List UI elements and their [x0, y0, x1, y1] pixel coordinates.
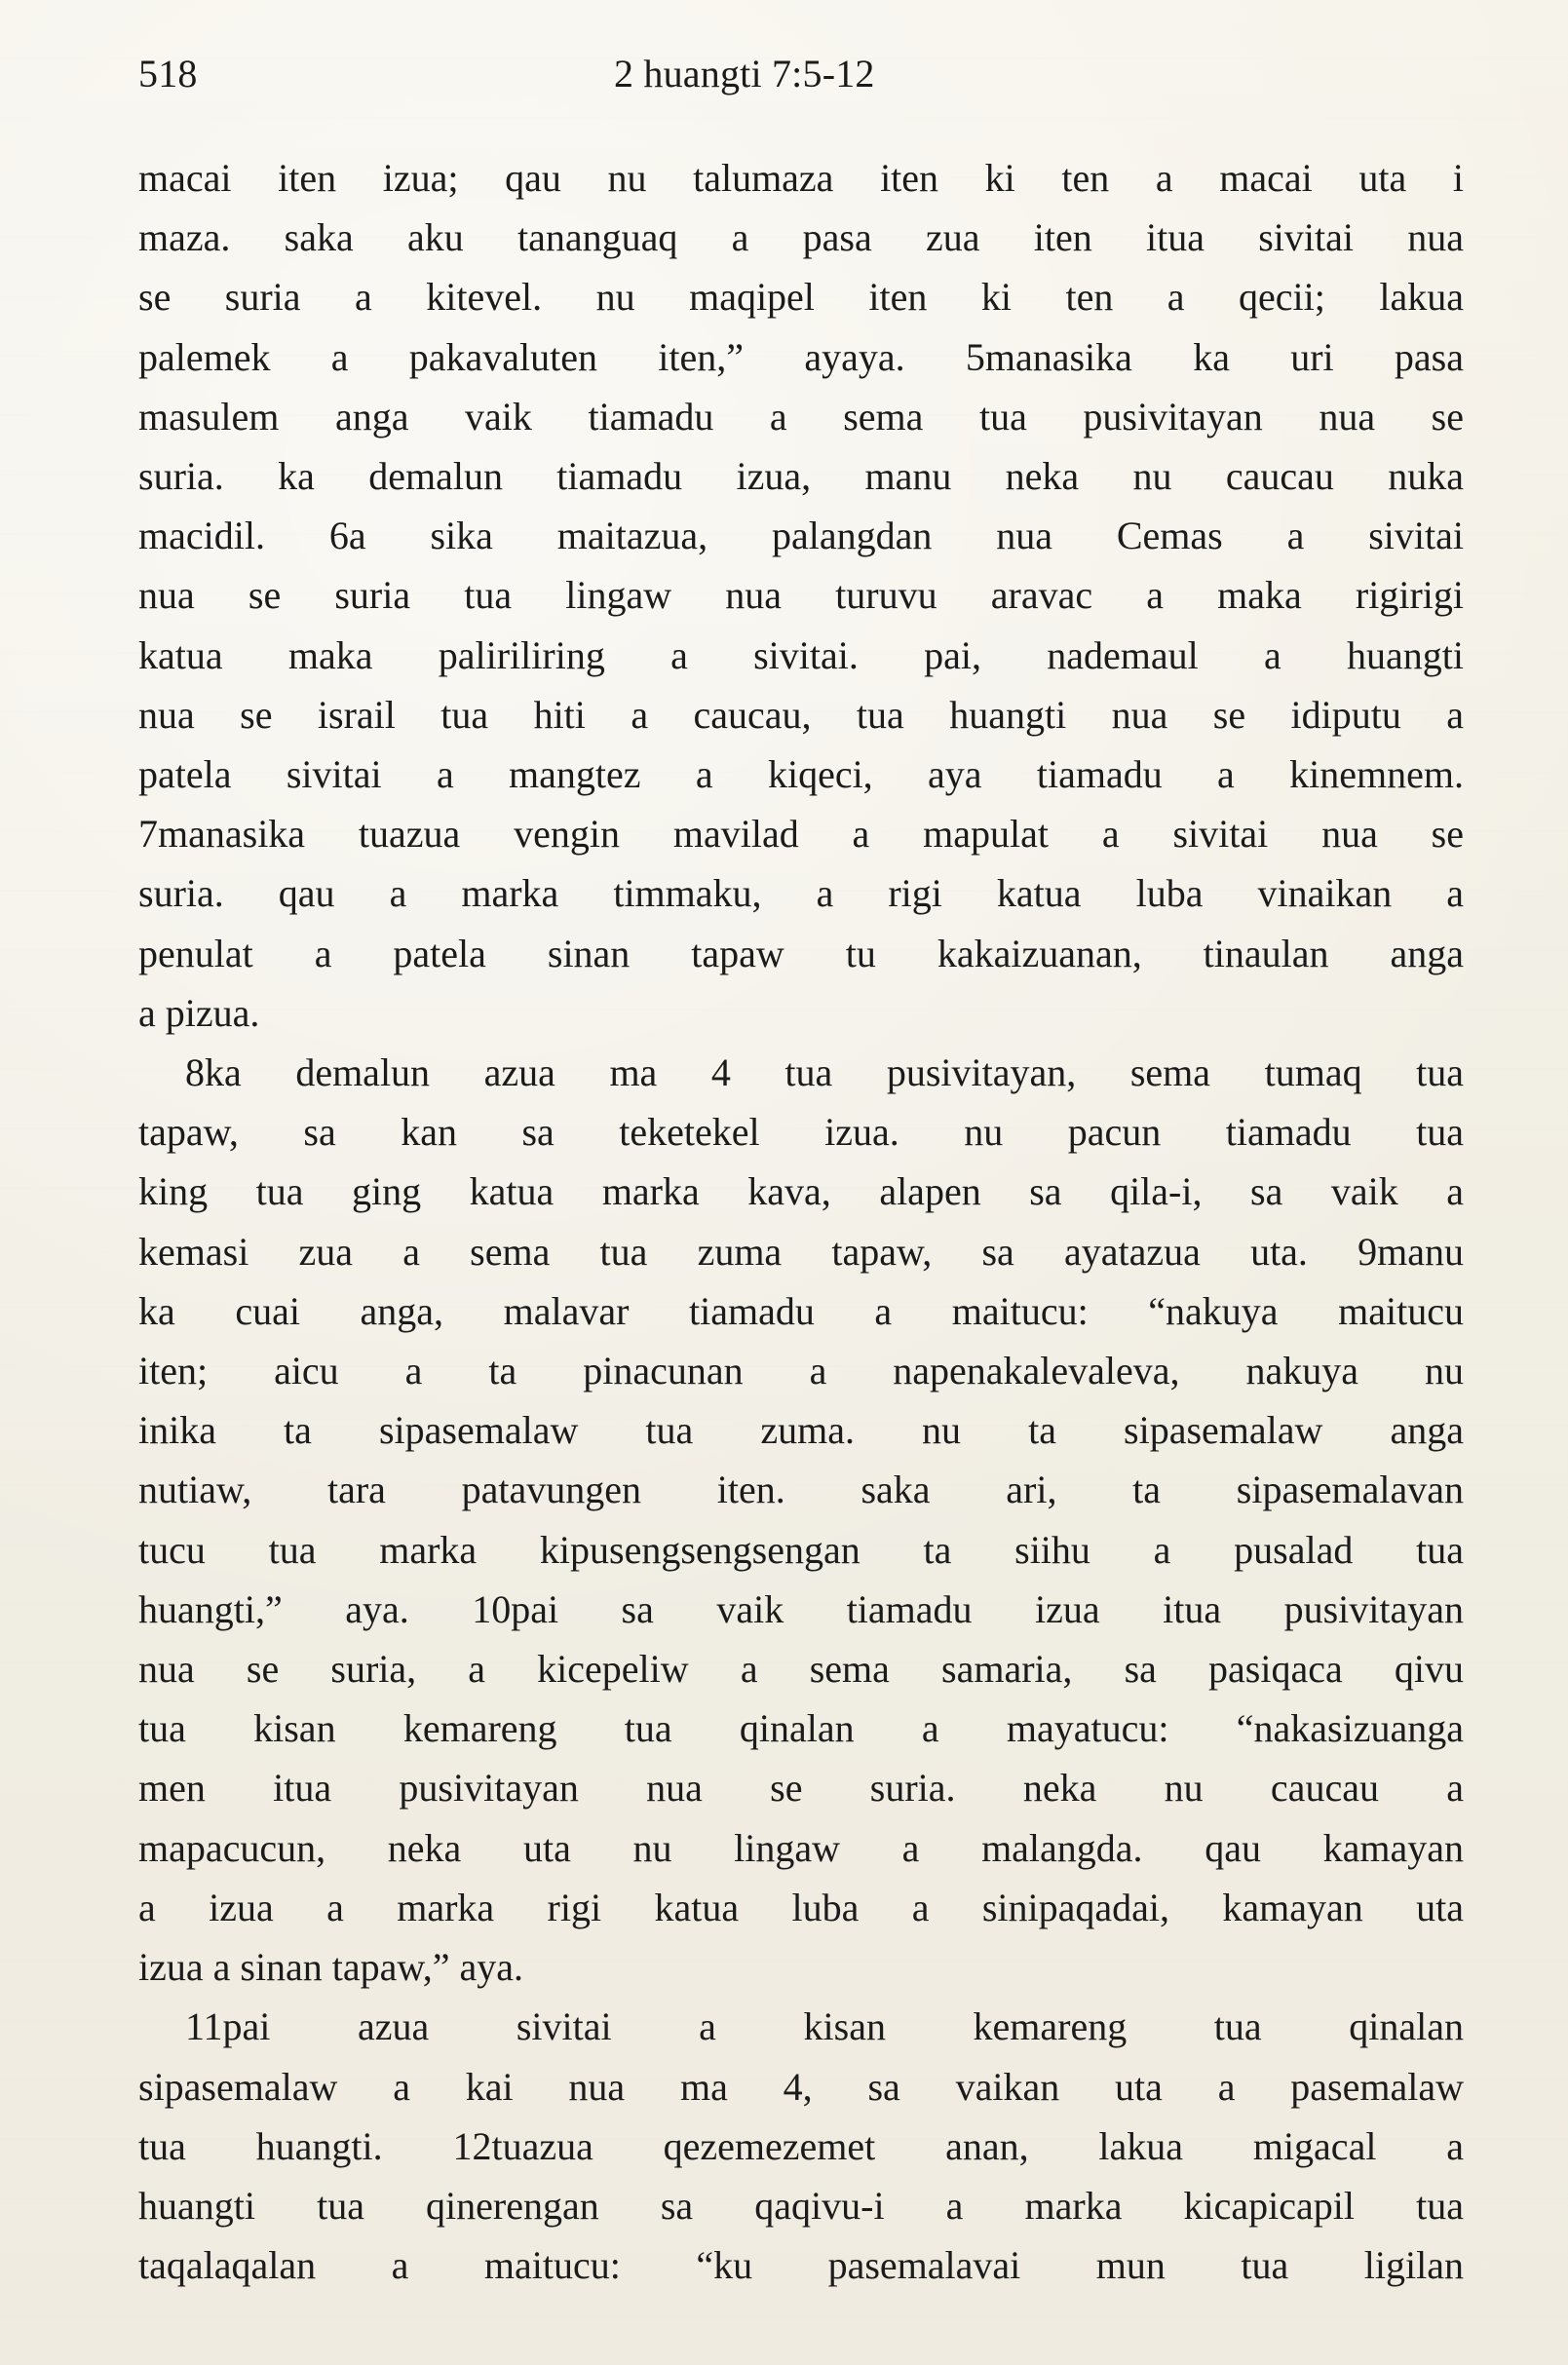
line: 11pai azua sivitai a kisan kemareng tua qinalan	[185, 2004, 1464, 2049]
line: macidil. 6a sika maitazua, palangdan nua Cemas a sivitai	[138, 514, 1464, 558]
paragraph-2	[138, 1043, 1464, 1997]
body-text	[138, 148, 1464, 2288]
line: tua kisan kemareng tua qinalan a mayatucu: “nakasizuanga	[138, 1706, 1464, 1751]
line: 8ka demalun azua ma 4 tua pusivitayan, sema tumaq tua	[185, 1050, 1464, 1095]
line: macai iten izua; qau nu talumaza iten ki ten a macai uta i	[138, 156, 1464, 200]
line: nua se suria, a kicepeliw a sema samaria, sa pasiqaca qivu	[138, 1647, 1464, 1692]
line: izua a sinan tapaw,” aya.	[138, 1945, 523, 1990]
line: mapacucun, neka uta nu lingaw a malangda. qau kamayan	[138, 1825, 1464, 1870]
line: 7manasika tuazua vengin mavilad a mapulat a sivitai nua se	[138, 812, 1464, 857]
line: a pizua.	[138, 990, 260, 1035]
line: a izua a marka rigi katua luba a sinipaqadai, kamayan uta	[138, 1885, 1464, 1929]
line: suria. ka demalun tiamadu izua, manu neka nu caucau nuka	[138, 454, 1464, 499]
page-header	[138, 51, 1464, 111]
line: iten; aicu a ta pinacunan a napenakalevaleva, nakuya nu	[138, 1349, 1464, 1393]
line: sipasemalaw a kai nua ma 4, sa vaikan uta a pasemalaw	[138, 2064, 1464, 2109]
line: nua se israil tua hiti a caucau, tua huangti nua se idiputu a	[138, 692, 1464, 737]
line: taqalaqalan a maitucu: “ku pasemalavai mun tua ligilan	[138, 2243, 1464, 2288]
line: huangti tua qinerengan sa qaqivu-i a marka kicapicapil tua	[138, 2183, 1464, 2228]
line: patela sivitai a mangtez a kiqeci, aya tiamadu a kinemnem.	[138, 752, 1464, 797]
line: tucu tua marka kipusengsengsengan ta siihu a pusalad tua	[138, 1527, 1464, 1572]
line: tua huangti. 12tuazua qezemezemet anan, lakua migacal a	[138, 2123, 1464, 2168]
line: nua se suria tua lingaw nua turuvu aravac a maka rigirigi	[138, 573, 1464, 618]
line: inika ta sipasemalaw tua zuma. nu ta sipasemalaw anga	[138, 1408, 1464, 1453]
running-head: 2 huangti 7:5-12	[614, 52, 875, 95]
line: penulat a patela sinan tapaw tu kakaizuanan, tinaulan anga	[138, 931, 1464, 975]
line: huangti,” aya. 10pai sa vaik tiamadu izua itua pusivitayan	[138, 1586, 1464, 1631]
paragraph-3	[138, 1997, 1464, 2295]
line: maza. saka aku tananguaq a pasa zua iten itua sivitai nua	[138, 215, 1464, 260]
line: nutiaw, tara patavungen iten. saka ari, ta sipasemalavan	[138, 1468, 1464, 1512]
line: suria. qau a marka timmaku, a rigi katua luba vinaikan a	[138, 871, 1464, 916]
line: kemasi zua a sema tua zuma tapaw, sa ayatazua uta. 9manu	[138, 1229, 1464, 1274]
paragraph-1	[138, 148, 1464, 1043]
line: king tua ging katua marka kava, alapen sa qila-i, sa vaik a	[138, 1169, 1464, 1214]
line: katua maka paliriliring a sivitai. pai, nademaul a huangti	[138, 632, 1464, 677]
line: men itua pusivitayan nua se suria. neka nu caucau a	[138, 1766, 1464, 1811]
page-number: 518	[138, 52, 198, 95]
line: se suria a kitevel. nu maqipel iten ki ten a qecii; lakua	[138, 275, 1464, 320]
line: tapaw, sa kan sa teketekel izua. nu pacun tiamadu tua	[138, 1110, 1464, 1155]
line: ka cuai anga, malavar tiamadu a maitucu: “nakuya maitucu	[138, 1288, 1464, 1333]
line: palemek a pakavaluten iten,” ayaya. 5manasika ka uri pasa	[138, 334, 1464, 379]
line: masulem anga vaik tiamadu a sema tua pusivitayan nua se	[138, 394, 1464, 439]
